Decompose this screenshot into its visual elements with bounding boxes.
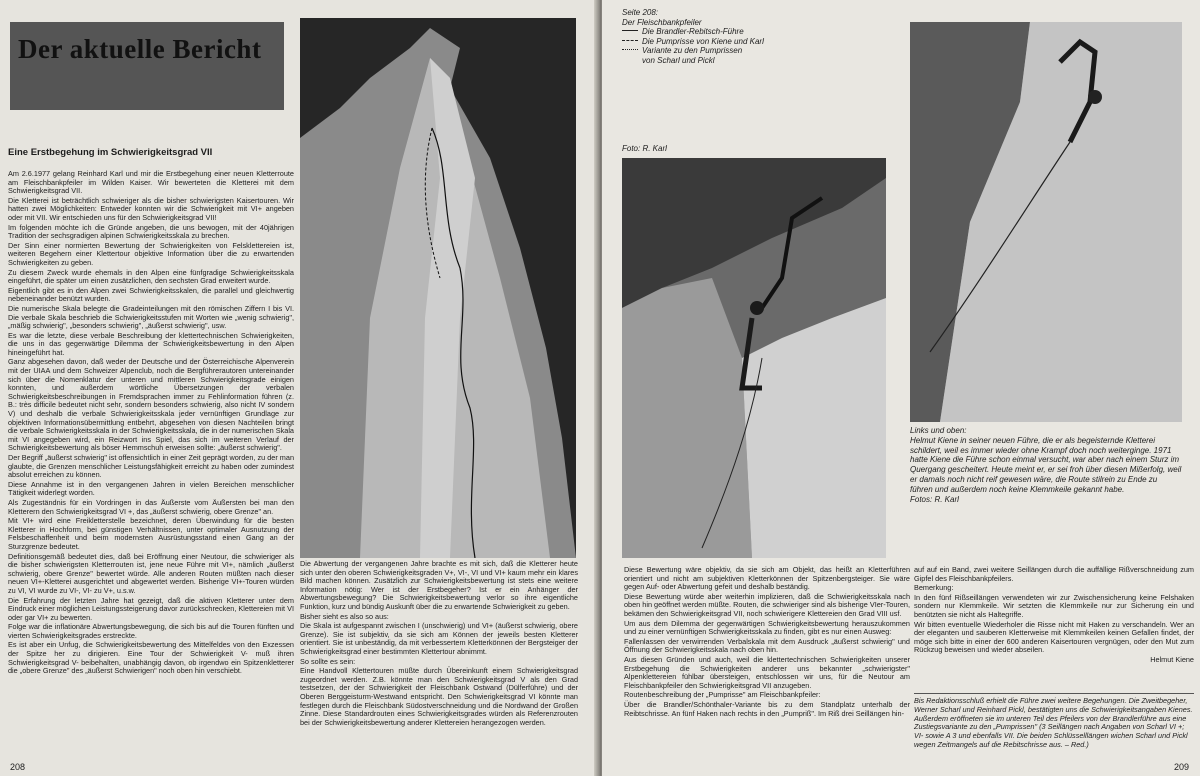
text-column-1	[8, 170, 294, 758]
paragraph: Eine Handvoll Klettertouren müßte durch Übereinkunft einem Schwierigkeitsgrad zugeordnet werden. Z.B. könnte man den Schwierigkeitsgrad V als den Grad testsetzen, der der Schwierigkeit der Fleischbank Ostwand (Dülferführe) und der Oberen Berggeisturm-Westwand entspricht. Den Schwierigkeitsgrad VI könnte man festlegen durch die Fleischbank Südostverschneidung und die Nordwand der Großen Zinne. Diese Standardrouten eines Schwierigkeitsgrades würden als Referenzrouten bei der Schwierigkeitsbewertung anderer Klettereien herangezogen werden.	[300, 666, 578, 727]
dotted-line-icon	[622, 49, 638, 50]
paragraph: Diese Annahme ist in den vergangenen Jahren in vielen Bereichen menschlicher Tätigkeit widerlegt worden.	[8, 479, 294, 498]
legend-item: Die Brandler-Rebitsch-Führe	[622, 27, 764, 37]
section-header: Der aktuelle Bericht	[18, 34, 262, 64]
paragraph: Bemerkung:	[914, 583, 954, 593]
paragraph: Die Skala ist aufgespannt zwischen I (unschwierig) und VI+ (äußerst schwierig, obere Grenze). Sie ist subjektiv, da sie sich am Können der jeweils besten Kletterer orientiert. Sie ist unbeständig, da mit verbessertem Kletterkönnen der Bergsteiger der Schwierigkeitsgrad einer bestimmten Klettertour abnimmt.	[300, 621, 578, 656]
paragraph: Die numerische Skala belegte die Gradeinteilungen mit den römischen Ziffern I bis VI. Die verbale Skala beschrieb die Schwierigkeitsstufen mit Worten wie „wenig schwierig", „mäßig schwierig", „besonders schwierig", „äußerst schwierig", usw.	[8, 303, 294, 331]
paragraph: Diese Bewertung würde aber weiterhin implizieren, daß die Schwierigkeitsskala nach oben hin geöffnet werden müßte. Routen, die schwieriger sind als bisherige VIer-Touren, bekämen den Schwierigkeitsgrad VII, noch schwierigere Klettereien den Grad VIII usf.	[624, 591, 910, 618]
route-legend	[622, 8, 764, 66]
paragraph: Ganz abgesehen davon, daß weder der Deutsche und der Österreichische Alpenverein mit der UIAA und dem Schweizer Alpenclub, noch die Bergführerautoren untereinander sich über die Nomenklatur der unteren und mittleren Schwierigkeitsgrade einigen konnten, und außerdem wörtliche Übersetzungen der verbalen Schwierigkeitsbeschreibungen in Fremdsprachen immer zu Fehlinformation führen (z. B.: très difficile bedeutet nicht sehr, sondern besonders schwierig, also nicht IV sondern V) und deshalb die verbale Schwierigkeitsskala jeder vernünftigen Grundlage zur objektiven Informationsübermittlung entbehrt, abgesehen von diesen Nachteilen bringt die verbale Schwierigkeitsskala in der Schwierigkeitsskala, die in der numerischen Skala mit VI angegeben wird, ein Reizwort ins Spiel, das sich im weiteren Verlauf der Schwierigkeitsbewertung als böser Hemmschuh erweisen sollte: „äußerst schwierig".	[8, 357, 294, 453]
photo-credit: Foto: R. Karl	[622, 144, 667, 153]
paragraph: Um aus dem Dilemma der gegenwärtigen Schwierigkeitsbewertung herauszukommen und zu einer vernünftigen Schwierigkeitsskala zu finden, gibt es nur einen Ausweg:	[624, 618, 910, 637]
paragraph: Es ist aber ein Unfug, die Schwierigkeitsbewertung des Mittelfeldes von den Exzessen der Spitze her zu dirigieren. Eine Tour der Schwierigkeit V- muß ihren Schwierigkeitsgrad V- beibehalten, unabhängig davon, ob irgendwo ein Spitzenkletterer die „obere Grenze" des „äußerst Schwierigen" noch oben hin verschiebt.	[8, 640, 294, 676]
solid-line-icon	[622, 30, 638, 31]
paragraph: Der Sinn einer normierten Bewertung der Schwierigkeiten von Felsklettereien ist, weiteren Begehern einer Klettertour objektive Information über die zu erwartenden Schwierigkeiten zu geben.	[8, 240, 294, 267]
page-number: 209	[1174, 762, 1190, 772]
paragraph: Im folgenden möchte ich die Gründe angeben, die uns bewogen, mit der 40jährigen Tradition der sechsgradigen alpinen Schwierigkeitsskala zu brechen.	[8, 222, 294, 241]
climber-photo-crack	[910, 22, 1182, 422]
author-signature: Helmut Kiene	[1150, 654, 1194, 664]
left-page	[0, 0, 598, 776]
mountain-photo	[300, 18, 576, 558]
climber-photo-overhang	[622, 158, 886, 558]
paragraph: Die Kletterei ist beträchtlich schwieriger als die bisher schwierigsten Kaisertouren. Wir hatten zwei Möglichkeiten: Entweder konnten wir die Schwierigkeit mit VI+ angeben oder mit VII. Wir entschieden uns für den Schwierigkeitsgrad VII!	[8, 195, 294, 222]
legend-title: Seite 208:	[622, 8, 659, 17]
caption-credit: Fotos: R. Karl	[910, 494, 959, 504]
paragraph: Über die Brandler/Schönthaler-Variante bis zu dem Standplatz unterhalb der Reibtschrisse. An fünf Haken nach rechts in den „Pumpriß". Im Riß drei Seillängen hin-	[624, 699, 910, 718]
paragraph: Folge war die inflationäre Abwertungsbewegung, die sich bis auf die Touren fünften und vierten Schwierigkeitsgrades erstreckte.	[8, 622, 294, 640]
text-column-2	[300, 560, 578, 760]
paragraph: Eigentlich gibt es in den Alpen zwei Schwierigkeitsskalen, die parallel und gleichwertig nebeneinander benützt wurden.	[8, 285, 294, 304]
legend-item: Die Pumprisse von Kiene und Karl	[622, 37, 764, 47]
caption-text: Helmut Kiene in seiner neuen Führe, die er als begeisternde Kletterei schildert, weil es immer wieder ohne Krampf doch noch weiterginge. 1971 hatte Kiene die Führe schon einmal versucht, war aber nach einem Sturz im Quergang gescheitert. Heute meint er, er sei froh über diesen Mißerfolg, weil er damals noch nicht reif gewesen wäre, die Route stilrein zu Ende zu führen und außerdem noch keine Klemmkeile gekannt habe.	[910, 435, 1182, 494]
paragraph: auf auf ein Band, zwei weitere Seillängen durch die auffällige Rißverschneidung zum Gipfel des Fleischbankpfeilers.	[914, 565, 1194, 583]
paragraph: Als Zugeständnis für ein Vordringen in das Äußerste vom Äußersten bei man den Kletterern den Schwierigkeitsgrad VI +, das „äußerst schwierig, obere Grenze" an.	[8, 497, 294, 516]
legend-item: Variante zu den Pumprissen	[622, 46, 764, 56]
right-page	[602, 0, 1200, 776]
dashed-line-icon	[622, 40, 638, 41]
paragraph: So sollte es sein:	[300, 656, 356, 666]
legend-item-extra: von Scharl und Pickl	[642, 55, 715, 65]
paragraph: Definitionsgemäß bedeutet dies, daß bei Eröffnung einer Neutour, die schwieriger als die bisher schwierigsten Kletterrouten ist, jene neue Führe mit VI+, nämlich „äußerst schwierig, obere Grenze" bewertet würde. Alle anderen Routen müßten nach dieser neuen VI+-Kletterei ausgerichtet und abgewertet werden. Bisherige VI+-Touren würden zu VI, VI wurde zu VI-, VI- zu V+, u.s.w.	[8, 551, 294, 595]
paragraph: Die Erfahrung der letzten Jahre hat gezeigt, daß die aktiven Kletterer unter dem Eindruck einer möglichen Leistungssteigerung davor zurückschrecken, Klettereien mit VI oder gar VI+ zu bewerten.	[8, 595, 294, 622]
paragraph: Der Begriff „äußerst schwierig" ist offensichtlich in einer Zeit geprägt worden, zu der man glaubte, die Grenzen menschlicher Leistungsfähigkeit erreicht zu haben oder zumindest absolut erreichen zu können.	[8, 453, 294, 480]
article-subtitle: Eine Erstbegehung im Schwierigkeitsgrad VII	[8, 147, 213, 158]
paragraph: Wir bitten eventuelle Wiederholer die Risse nicht mit Haken zu verschandeln. Wer an der eleganten und sauberen Kletterweise mit Klemmkeilen keinen Gefallen findet, der möge sich bitte in einer der 600 anderen Kaisertouren vergnügen, oder den Mut zum Rückzug beweisen und wieder abseilen.	[914, 619, 1194, 655]
paragraph: Zu diesem Zweck wurde ehemals in den Alpen eine fünfgradige Schwierigkeitsskala eingeführt, die später um einen zusätzlichen, den sechsten Grad erweitert wurde.	[8, 267, 294, 286]
paragraph: Routenbeschreibung der „Pumprisse" am Fleischbankpfeiler:	[624, 690, 821, 700]
paragraph: Bisher sieht es also so aus:	[300, 611, 389, 621]
paragraph: Die Abwertung der vergangenen Jahre brachte es mit sich, daß die Kletterer heute sich unter den oberen Schwierigkeitsgraden V+, VI-, VI und VI+ kaum mehr ein klares Bild machen können. Zusätzlich zur Schwierigkeitsbewertung ist stets eine weitere Information nötig: Wer ist der Erstbegeher? Ist er ein Anhänger der Abwertungsbewegung? Die Schwierigkeitsbewertung verlor so ihre eigentliche Funktion, kurz und bündig Auskunft über die zu erwartende Schwierigkeit zu geben.	[300, 559, 578, 611]
paragraph: Aus diesen Gründen und auch, weil die klettertechnischen Schwierigkeiten unserer Erstbegehung die Schwierigkeiten anderer uns bekannter „schwierigster" Alpenklettereien fühlbar übersteigen, entschlossen wir uns, für die Neutour am Fleischbankpfeiler den Schwierigkeitsgrad VII anzugeben.	[624, 654, 910, 690]
editorial-note: Bis Redaktionsschluß erhielt die Führe zwei weitere Begehungen. Die Zweitbegeher, Werner Scharl und Reinhard Pickl, bestätigten uns die Schwierigkeitsangaben Kienes. Außerdem eröffneten sie im unteren Teil des Pfeilers von der Brandlerführe aus eine Zustiegsvariante zu den „Pumprissen" (3 Seillängen nach Angaben von Scharl VI +; VI- sowie A 3 und ebenfalls VII. Die beiden Schlüsselllängen wichen Scharl und Pickl wegen Zeitmangels auf die Rebitschrisse aus. – Red.)	[914, 693, 1194, 750]
text-column-3	[624, 566, 910, 758]
paragraph: Diese Bewertung wäre objektiv, da sie sich am Objekt, das heißt an Kletterführen orientiert und nicht am subjektiven Kletterkönnen der Spitzenbergsteiger. Sie wäre gegen Auf- oder Abwertung gefeit und deshalb beständig.	[624, 565, 910, 592]
paragraph: Am 2.6.1977 gelang Reinhard Karl und mir die Erstbegehung einer neuen Kletterroute am Fleischbankpfeiler im Wilden Kaiser. Wir bewerteten die Kletterei mit dem Schwierigkeitsgrad VII.	[8, 169, 294, 196]
paragraph: In den fünf Rißseillängen verwendeten wir zur Zwischensicherung keine Felshaken sondern nur Klemmkeile. Wir setzten die Klemmkeile nur zur Sicherung ein und benützten sie nicht als Haltegriffe.	[914, 592, 1194, 619]
caption-heading: Links und oben:	[910, 426, 967, 435]
section-banner	[10, 22, 284, 110]
text-column-4	[914, 566, 1194, 690]
legend-subtitle: Der Fleischbankpfeiler	[622, 17, 702, 27]
paragraph: Mit VI+ wird eine Freikletterstelle bezeichnet, deren Überwindung für die besten Kletterer in Hochform, bei günstigen Verhältnissen, unter optimaler Ausnutzung der Felsbeschaffenheit und beim modernsten Ausrüstungsstand einen Gang an der Sturzgrenze bedeutet.	[8, 516, 294, 551]
paragraph: Es war die letzte, diese verbale Beschreibung der klettertechnischen Schwierigkeiten, die uns in das gegenwärtige Dilemma der Schwierigkeitsbewertung in den Alpen hineingeführt hat.	[8, 330, 294, 357]
page-number: 208	[10, 762, 26, 772]
paragraph: Fallenlassen der verwirrenden Verbalskala mit dem Ausdruck „äußerst schwierig" und Öffnung der Schwierigkeitsskala nach oben hin.	[624, 636, 910, 655]
photo-caption	[910, 426, 1182, 504]
